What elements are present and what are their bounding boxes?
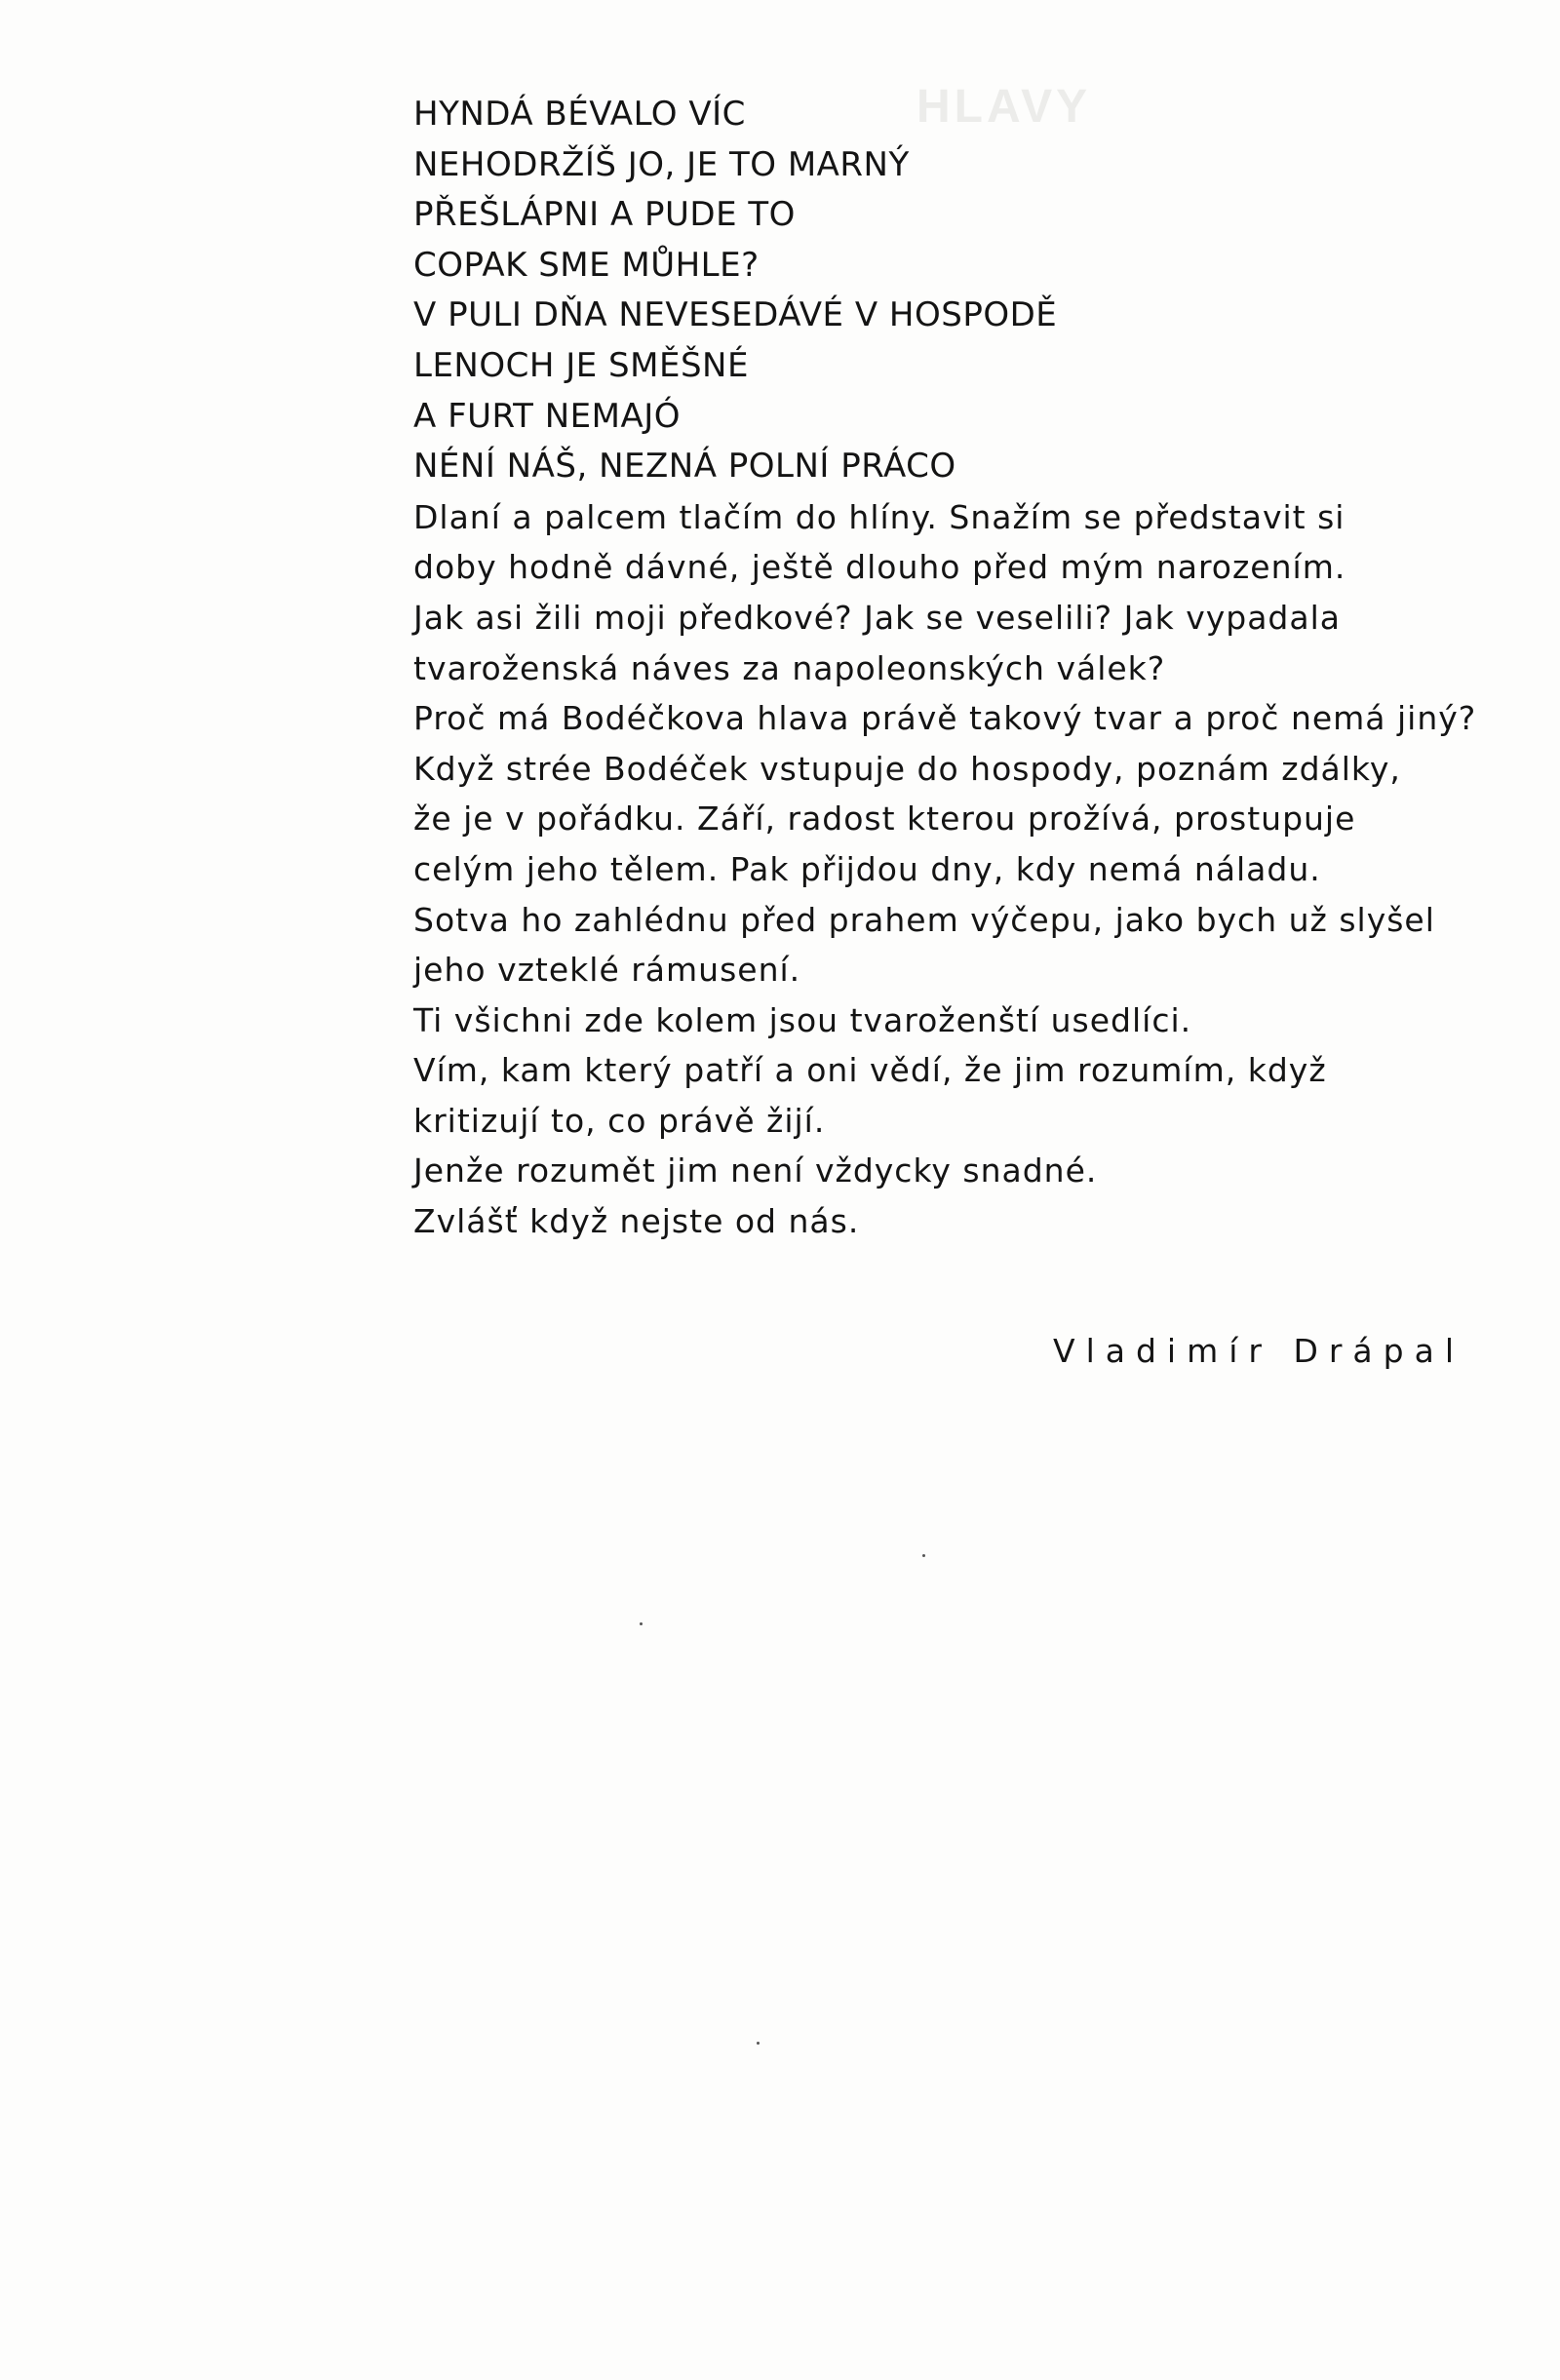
prose-line: Ti všichni zde kolem jsou tvaroženští usedlíci. [413, 1000, 1192, 1039]
dust-speck [922, 1554, 925, 1557]
verse-line: HYNDÁ BÉVALO VÍC [413, 95, 746, 134]
verse-line: NEHODRŽÍŠ JO, JE TO MARNÝ [413, 144, 910, 184]
prose-line: Když strée Bodéček vstupuje do hospody, poznám zdálky, [413, 749, 1401, 788]
prose-line: celým jeho tělem. Pak přijdou dny, kdy nemá náladu. [413, 849, 1321, 888]
prose-line: jeho vzteklé rámusení. [413, 951, 801, 990]
prose-line: Vím, kam který patří a oni vědí, že jim rozumím, když [413, 1051, 1327, 1090]
verse-line: LENOCH JE SMĚŠNÉ [413, 345, 749, 385]
prose-line: doby hodně dávné, ještě dlouho před mým narozením. [413, 548, 1346, 587]
verse-line: PŘEŠLÁPNI A PUDE TO [413, 195, 796, 235]
prose-line: že je v pořádku. Září, radost kterou prožívá, prostupuje [413, 800, 1356, 839]
text-block [413, 90, 1477, 1247]
verse-line: NÉNÍ NÁŠ, NEZNÁ POLNÍ PRÁCO [413, 447, 956, 487]
bleed-through-text [322, 1394, 329, 1445]
prose-line: Proč má Bodéčkova hlava právě takový tvar a proč nemá jiný? [413, 699, 1477, 738]
author-signature: Vladimír Drápal [1053, 1332, 1464, 1370]
prose-line: Dlaní a palcem tlačím do hlíny. Snažím se představit si [413, 497, 1346, 536]
prose-line: tvaroženská náves za napoleonských válek? [413, 648, 1166, 687]
prose [413, 492, 1477, 1247]
bleed-through-heading: HLAVY [916, 81, 1092, 133]
prose-line: Jak asi žili moji předkové? Jak se veselili? Jak vypadala [413, 598, 1341, 637]
prose-line: Zvlášť když nejste od nás. [413, 1202, 860, 1241]
dust-speck [757, 2042, 760, 2045]
verse-line: V PULI DŇA NEVESEDÁVÉ V HOSPODĚ [413, 295, 1058, 335]
verse [413, 90, 1466, 492]
verse-line: COPAK SME MŮHLE? [413, 245, 760, 285]
prose-line: kritizují to, co právě žijí. [413, 1101, 826, 1140]
verse-line: A FURT NEMAJÓ [413, 396, 682, 436]
prose-line: Jenže rozumět jim není vždycky snadné. [413, 1151, 1098, 1190]
prose-line: Sotva ho zahlédnu před prahem výčepu, jako bych už slyšel [413, 900, 1435, 939]
dust-speck [640, 1622, 643, 1625]
